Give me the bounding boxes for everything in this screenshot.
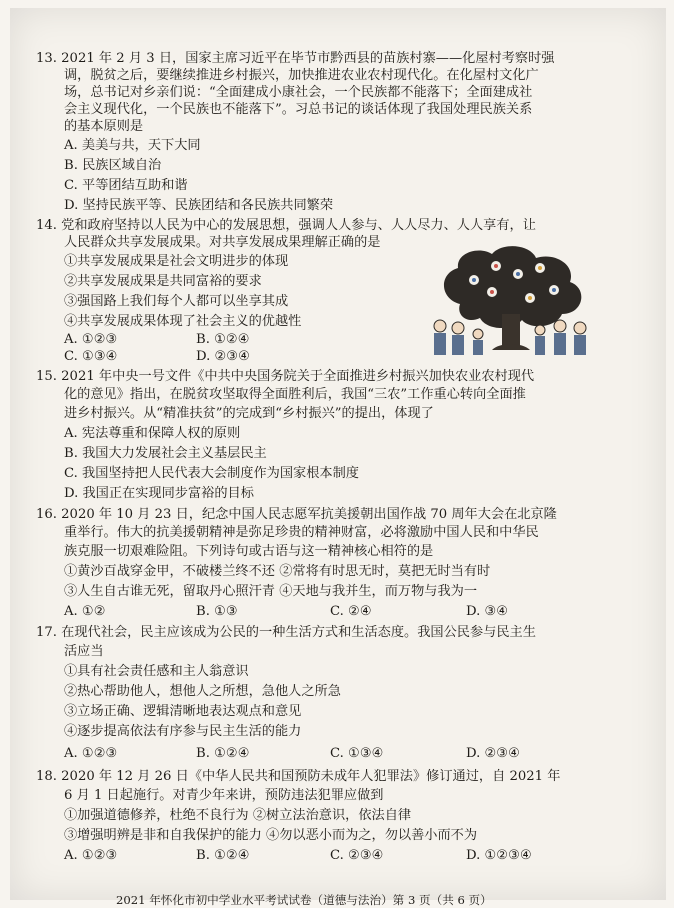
question-13-option-a: A. 美美与共，天下大同 [64,138,201,153]
question-14-line-4: ②共享发展成果是共同富裕的要求 [64,274,262,289]
question-16-option-d: D. ③④ [466,604,509,619]
shared-development-tree-illustration [430,244,594,362]
question-17-line-4: ②热心帮助他人，想他人之所想，急他人之所急 [64,684,341,699]
question-17-line-5: ③立场正确、逻辑清晰地表达观点和意见 [64,704,302,719]
question-16-line-2: 重举行。伟大的抗美援朝精神是弥足珍贵的精神财富，必将激励中国人民和中华民 [64,525,539,540]
question-14-line-6: ④共享发展成果体现了社会主义的优越性 [64,314,302,329]
question-16-option-c: C. ②④ [330,604,372,619]
question-15-option-a: A. 宪法尊重和保障人权的原则 [64,426,241,441]
question-18-option-d: D. ①②③④ [466,848,532,863]
question-13-option-c: C. 平等团结互助和谐 [64,178,188,193]
question-14-line-1: 14. 党和政府坚持以人民为中心的发展思想，强调人人参与、人人尽力、人人享有，让 [36,218,536,233]
question-18-line-1: 18. 2020 年 12 月 26 日《中华人民共和国预防未成年人犯罪法》修订通过，自 2021 年 [36,769,561,784]
question-16-option-b: B. ①③ [196,604,238,619]
question-14-line-3: ①共享发展成果是社会文明进步的体现 [64,254,289,269]
question-18-line-3: ①加强道德修养，杜绝不良行为 ②树立法治意识，依法自律 [64,808,412,823]
question-17-option-d: D. ②③④ [466,746,520,761]
question-17-option-a: A. ①②③ [64,746,118,761]
question-13-line-4: 会主义现代化，一个民族也不能落下”。习总书记的谈话体现了我国处理民族关系 [64,102,533,117]
question-13-line-1: 13. 2021 年 2 月 3 日，国家主席习近平在毕节市黔西县的苗族村寨——化屋村考察时强 [36,51,555,66]
question-13-line-2: 调，脱贫之后，要继续推进乡村振兴，加快推进农业农村现代化。在化屋村文化广 [64,68,539,83]
question-17-option-b: B. ①②④ [196,746,250,761]
question-17-line-3: ①具有社会责任感和主人翁意识 [64,664,249,679]
question-18-line-2: 6 月 1 日起施行。对青少年来讲，预防违法犯罪应做到 [64,788,384,803]
question-13-option-d: D. 坚持民族平等、民族团结和各民族共同繁荣 [64,198,334,213]
question-17-line-6: ④逐步提高依法有序参与民主生活的能力 [64,724,302,739]
question-18-option-a: A. ①②③ [64,848,118,863]
question-16-option-a: A. ①② [64,604,106,619]
question-14-option-a: A. ①②③ [64,332,118,347]
question-16-line-4: ①黄沙百战穿金甲，不破楼兰终不还 ②常将有时思无时，莫把无时当有时 [64,564,491,579]
question-14-option-d: D. ②③④ [196,349,250,364]
question-18-option-c: C. ②③④ [330,848,384,863]
question-17-option-c: C. ①③④ [330,746,384,761]
question-17-line-2: 活应当 [64,644,104,659]
question-18-option-b: B. ①②④ [196,848,250,863]
question-15-line-3: 进乡村振兴。从“精准扶贫”的完成到“乡村振兴”的提出，体现了 [64,406,434,421]
question-13-line-5: 的基本原则是 [64,119,144,134]
question-15-option-c: C. 我国坚持把人民代表大会制度作为国家根本制度 [64,466,359,481]
question-15-option-d: D. 我国正在实现同步富裕的目标 [64,486,254,501]
question-14-line-2: 人民群众共享发展成果。对共享发展成果理解正确的是 [64,235,381,250]
question-14-line-5: ③强国路上我们每个人都可以坐享其成 [64,294,289,309]
question-16-line-3: 族克服一切艰难险阻。下列诗句或古语与这一精神核心相符的是 [64,544,434,559]
question-15-line-2: 化的意见》指出，在脱贫攻坚取得全面胜利后，我国“三农”工作重心转向全面推 [64,387,526,402]
exam-page [10,8,666,907]
question-13-line-3: 场，总书记对乡亲们说：“全面建成小康社会，一个民族都不能落下；全面建成社 [64,85,533,100]
question-16-line-5: ③人生自古谁无死，留取丹心照汗青 ④天地与我并生，而万物与我为一 [64,584,478,599]
question-13-option-b: B. 民族区域自治 [64,158,162,173]
question-15-option-b: B. 我国大力发展社会主义基层民主 [64,446,267,461]
question-17-line-1: 17. 在现代社会，民主应该成为公民的一种生活方式和生活态度。我国公民参与民主生 [36,625,536,640]
question-16-line-1: 16. 2020 年 10 月 23 日，纪念中国人民志愿军抗美援朝出国作战 70 周年大会在北京隆 [36,507,557,522]
question-14-option-c: C. ①③④ [64,349,118,364]
question-18-line-4: ③增强明辨是非和自我保护的能力 ④勿以恶小而为之，勿以善小而不为 [64,828,478,843]
page-footer: 2021 年怀化市初中学业水平考试试卷（道德与法治）第 3 页（共 6 页） [116,893,492,907]
question-15-line-1: 15. 2021 年中央一号文件《中共中央国务院关于全面推进乡村振兴加快农业农村现代 [36,369,535,384]
question-14-option-b: B. ①②④ [196,332,250,347]
